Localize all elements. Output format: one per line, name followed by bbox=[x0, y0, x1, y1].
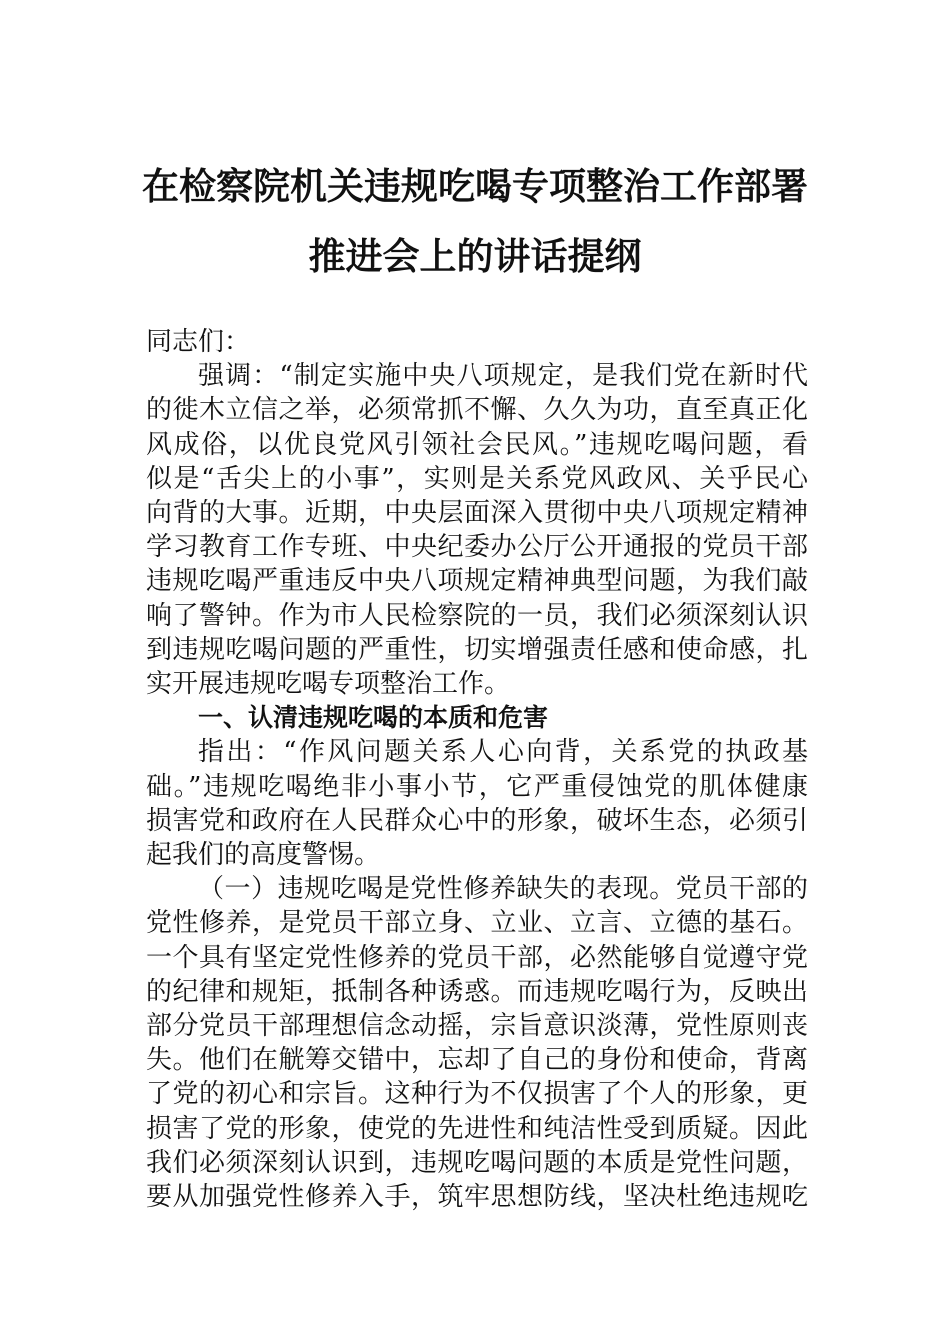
paragraph-line: 损害党和政府在人民群众心中的形象，破坏生态，必须引 bbox=[146, 805, 808, 836]
paragraph-line: 起我们的高度警惕。 bbox=[146, 840, 381, 871]
paragraph-line: 要从加强党性修养入手，筑牢思想防线，坚决杜绝违规吃 bbox=[146, 1182, 808, 1213]
paragraph-line: 的纪律和规矩，抵制各种诱惑。而违规吃喝行为，反映出 bbox=[146, 976, 808, 1007]
paragraph-line: 一个具有坚定党性修养的党员干部，必然能够自觉遵守党 bbox=[146, 942, 808, 973]
paragraph-3 bbox=[146, 872, 808, 1214]
paragraph-line: 了党的初心和宗旨。这种行为不仅损害了个人的形象，更 bbox=[146, 1079, 808, 1110]
paragraph-line: 党性修养，是党员干部立身、立业、立言、立德的基石。 bbox=[146, 908, 808, 939]
paragraph-line: 学习教育工作专班、中央纪委办公厅公开通报的党员干部 bbox=[146, 532, 808, 563]
paragraph-line: 实开展违规吃喝专项整治工作。 bbox=[146, 669, 511, 700]
paragraph-line: 强调：“制定实施中央八项规定，是我们党在新时代 bbox=[198, 361, 808, 392]
paragraph-line: 损害了党的形象，使党的先进性和纯洁性受到质疑。因此 bbox=[146, 1113, 808, 1144]
document-title-line-2: 推进会上的讲话提纲 bbox=[308, 234, 642, 278]
paragraph-line: 的徙木立信之举，必须常抓不懈、久久为功，直至真正化 bbox=[146, 395, 808, 426]
document-title-line-1: 在检察院机关违规吃喝专项整治工作部署 bbox=[142, 164, 808, 208]
paragraph-line: 失。他们在觥筹交错中，忘却了自己的身份和使命，背离 bbox=[146, 1045, 808, 1076]
paragraph-line: 向背的大事。近期，中央层面深入贯彻中央八项规定精神 bbox=[146, 498, 808, 529]
paragraph-line: 响了警钟。作为市人民检察院的一员，我们必须深刻认识 bbox=[146, 600, 808, 631]
section-heading-1: 一、认清违规吃喝的本质和危害 bbox=[198, 703, 549, 733]
paragraph-line: 到违规吃喝问题的严重性，切实增强责任感和使命感，扎 bbox=[146, 634, 808, 665]
paragraph-line: 部分党员干部理想信念动摇，宗旨意识淡薄，党性原则丧 bbox=[146, 1011, 808, 1042]
paragraph-line: 指出：“作风问题关系人心向背，关系党的执政基 bbox=[198, 737, 808, 768]
paragraph-line: 风成俗，以优良党风引领社会民风。”违规吃喝问题，看 bbox=[146, 429, 808, 460]
paragraph-line: 我们必须深刻认识到，违规吃喝问题的本质是党性问题， bbox=[146, 1147, 808, 1178]
document-body bbox=[146, 325, 808, 1214]
paragraph-1 bbox=[146, 359, 808, 701]
paragraph-2 bbox=[146, 735, 808, 872]
paragraph-line: 违规吃喝严重违反中央八项规定精神典型问题，为我们敲 bbox=[146, 566, 808, 597]
paragraph-line: 础。”违规吃喝绝非小事小节，它严重侵蚀党的肌体健康 bbox=[146, 771, 808, 802]
salutation: 同志们： bbox=[146, 327, 251, 357]
paragraph-line: （一）违规吃喝是党性修养缺失的表现。党员干部的 bbox=[198, 874, 808, 905]
paragraph-line: 似是“舌尖上的小事”，实则是关系党风政风、关乎民心 bbox=[146, 463, 808, 494]
